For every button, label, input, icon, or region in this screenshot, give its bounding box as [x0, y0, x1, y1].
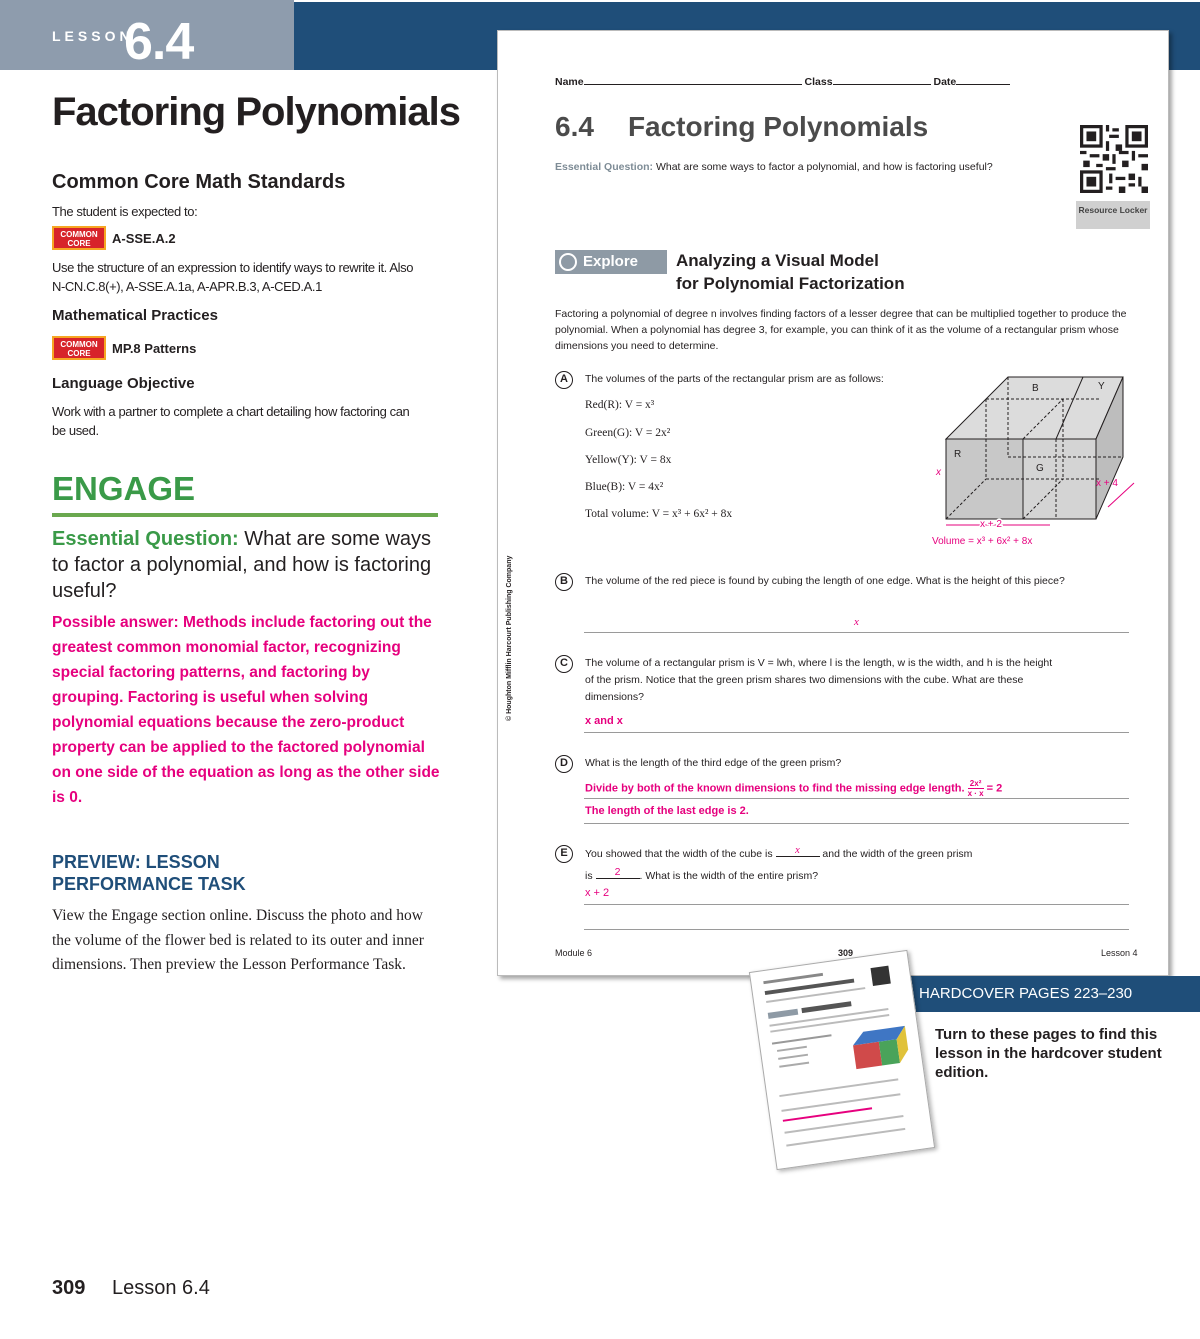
- lesson-number: 6.4: [124, 13, 194, 71]
- student-worksheet: [497, 30, 1169, 976]
- fraction-result: = 2: [986, 782, 1003, 795]
- answer-line-d-2: [584, 823, 1129, 824]
- question-e-line-1: [585, 846, 972, 863]
- answer-line-c: [584, 732, 1129, 733]
- question-letter-d: D: [555, 755, 573, 773]
- standard-code: A-SSE.A.2: [112, 230, 176, 246]
- thumbnail-page-icon: [750, 951, 934, 1169]
- preview-line-1: PREVIEW: LESSON: [52, 852, 220, 872]
- expected-text: The student is expected to:: [52, 204, 198, 219]
- standards-heading: Common Core Math Standards: [52, 171, 346, 193]
- answer-d-1-text: Divide by both of the known dimensions to find the missing edge length.: [585, 782, 965, 795]
- blank-green-width[interactable]: 2: [596, 867, 640, 879]
- mp-code: MP.8 Patterns: [112, 340, 197, 356]
- volume-red: Red(R): V = x³: [585, 399, 655, 411]
- worksheet-lesson-number: 6.4: [555, 111, 594, 142]
- question-e-line-2: [585, 868, 818, 885]
- worksheet-title: [555, 111, 928, 143]
- answer-d-2[interactable]: The length of the last edge is 2.: [585, 805, 749, 817]
- hardcover-page-thumbnail[interactable]: [749, 950, 935, 1170]
- question-b-text: The volume of the red piece is found by cubing the length of one edge. What is the height of this piece?: [585, 575, 1065, 587]
- worksheet-footer-page: 309: [838, 948, 854, 958]
- class-label: Class: [804, 76, 833, 88]
- ws-eq-label: Essential Question:: [555, 161, 654, 173]
- question-letter-e: E: [555, 845, 573, 863]
- question-a-text: The volumes of the parts of the rectangular prism are as follows:: [585, 373, 884, 385]
- name-class-date-row: [555, 75, 1010, 88]
- volume-total: Total volume: V = x³ + 6x² + 8x: [585, 508, 733, 520]
- date-line: [956, 75, 1010, 85]
- name-line: [584, 75, 802, 85]
- explore-title: [676, 249, 905, 295]
- diagram-label-x-plus-4: x + 4: [1096, 478, 1118, 489]
- diagram-volume: Volume = x³ + 6x² + 8x: [932, 536, 1033, 547]
- question-c-text: The volume of a rectangular prism is V = lwh, where l is the length, w is the width, and h is the height of the prism. Notice that the green prism shares two dimensions with the cube. What are these dimensions?: [585, 657, 1053, 703]
- date-label: Date: [933, 76, 957, 88]
- question-letter-b: B: [555, 573, 573, 591]
- question-letter-c: C: [555, 655, 573, 673]
- question-e-text-2: and the width of the green prism: [822, 848, 973, 860]
- diagram-label-b: B: [1032, 383, 1039, 394]
- eq-text: What are some ways to factor a polynomial, and how is factoring useful?: [52, 528, 432, 602]
- diagram-label-x-plus-2: x + 2: [980, 519, 1002, 530]
- mp-row: [52, 336, 442, 360]
- preview-body: View the Engage section online. Discuss the photo and how the volume of the flower bed is related to its outer and inner dimensions. Then preview the Lesson Performance Task.: [52, 907, 424, 973]
- common-core-badge: COMMON CORE: [52, 226, 106, 250]
- common-core-badge: COMMON CORE: [52, 336, 106, 360]
- volume-yellow: Yellow(Y): V = 8x: [585, 454, 672, 466]
- worksheet-footer-lesson: Lesson 4: [1101, 948, 1138, 958]
- class-line: [833, 75, 931, 85]
- possible-answer: Possible answer: Methods include factoring out the greatest common monomial factor, recognizing special factoring patterns, and factoring by grouping. Factoring is useful when solving polynomial equations because the zero-product property can be applied to the factored polynomial on one side of the equation as long as the other side is 0.: [52, 614, 440, 806]
- mp-heading: Mathematical Practices: [52, 307, 218, 324]
- lo-heading: Language Objective: [52, 375, 195, 392]
- eq-label: Essential Question:: [52, 528, 239, 550]
- preview-line-2: PERFORMANCE TASK: [52, 874, 246, 894]
- diagram-label-x: x: [936, 467, 941, 478]
- lo-description: Work with a partner to complete a chart detailing how factoring can be used.: [52, 404, 410, 438]
- diagram-label-y: Y: [1098, 381, 1105, 392]
- answer-line-e-2: [584, 929, 1129, 930]
- diagram-label-g: G: [1036, 463, 1044, 474]
- ws-eq-text: What are some ways to factor a polynomial, and how is factoring useful?: [655, 161, 993, 173]
- question-d-text: What is the length of the third edge of the green prism?: [585, 757, 842, 769]
- page-title: Factoring Polynomials: [52, 90, 460, 134]
- explore-intro: Factoring a polynomial of degree n involves finding factors of a lesser degree that can be multiplied together to produce the polynomial. When a polynomial has degree 3, for example, you can think of it as the volume of a rectangular prism whose dimensions you need to determine.: [555, 308, 1127, 352]
- worksheet-title-text: Factoring Polynomials: [627, 111, 929, 142]
- qr-code-icon[interactable]: [1080, 125, 1148, 193]
- blank-cube-width[interactable]: x: [776, 845, 820, 857]
- explore-title-line-1: Analyzing a Visual Model: [676, 251, 879, 270]
- answer-b[interactable]: x: [854, 616, 859, 628]
- worksheet-footer-module: Module 6: [555, 948, 593, 958]
- footer-lesson: Lesson 6.4: [112, 1277, 210, 1299]
- name-label: Name: [555, 76, 584, 88]
- explore-title-line-2: for Polynomial Factorization: [676, 274, 905, 293]
- question-e-text-3: is: [585, 870, 593, 882]
- answer-d-1[interactable]: [585, 779, 1002, 798]
- page-number: 309: [52, 1277, 86, 1299]
- answer-c[interactable]: x and x: [585, 715, 623, 727]
- volume-blue: Blue(B): V = 4x²: [585, 481, 664, 493]
- lesson-label: LESSON: [52, 28, 134, 44]
- resource-locker-button[interactable]: Resource Locker: [1076, 201, 1150, 229]
- explore-label: Explore: [583, 253, 639, 270]
- answer-d-fraction: [968, 779, 984, 798]
- fraction-denominator: x · x: [967, 789, 984, 798]
- answer-line-e-1: [584, 904, 1129, 905]
- question-e-text-1: You showed that the width of the cube is: [585, 848, 773, 860]
- engage-rule: [52, 513, 438, 517]
- hardcover-instructions: Turn to these pages to find this lesson in the hardcover student edition.: [935, 1026, 1162, 1081]
- standard-description: Use the structure of an expression to identify ways to rewrite it. Also N-CN.C.8(+), A-SSE.A.1a, A-APR.B.3, A-CED.A.1: [52, 260, 414, 294]
- answer-line-d-1: [584, 798, 1129, 799]
- worksheet-essential-question: [555, 161, 993, 173]
- engage-heading: ENGAGE: [52, 470, 196, 507]
- standard-row: [52, 226, 442, 250]
- explore-compass-icon: [559, 253, 577, 271]
- question-e-text-4: . What is the width of the entire prism?: [639, 870, 819, 882]
- answer-e[interactable]: x + 2: [585, 887, 610, 899]
- question-letter-a: A: [555, 371, 573, 389]
- copyright-notice: © Houghton Mifflin Harcourt Publishing Company: [506, 555, 513, 721]
- explore-badge: [555, 250, 667, 274]
- volume-green: Green(G): V = 2x²: [585, 427, 671, 439]
- preview-heading: [52, 851, 246, 895]
- essential-question: [52, 526, 442, 604]
- diagram-label-r: R: [954, 449, 962, 460]
- fraction-numerator: 2x²: [968, 779, 984, 789]
- prism-diagram: [928, 369, 1158, 549]
- answer-line-b: [584, 632, 1129, 633]
- hardcover-pages-band: HARDCOVER PAGES 223–230: [905, 976, 1200, 1012]
